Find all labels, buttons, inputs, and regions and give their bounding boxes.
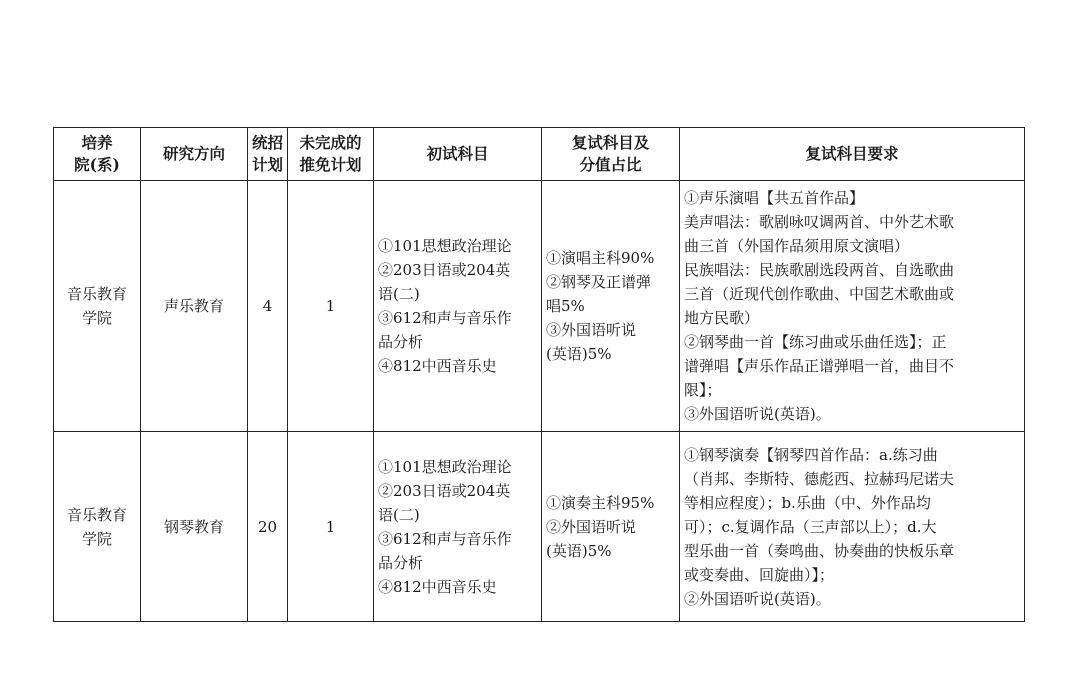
header-retest-requirements: 复试科目要求 xyxy=(680,128,1025,181)
table-header-row xyxy=(54,128,1025,181)
cell-department: 音乐教育 学院 xyxy=(54,181,141,432)
header-department: 培养 院(系) xyxy=(54,128,141,181)
header-retest-subjects: 复试科目及 分值占比 xyxy=(542,128,680,181)
cell-quota: 20 xyxy=(248,432,288,622)
cell-retest-subjects: ①演唱主科90% ②钢琴及正谱弹 唱5% ③外国语听说 (英语)5% xyxy=(542,181,680,432)
cell-retest-subjects: ①演奏主科95% ②外国语听说 (英语)5% xyxy=(542,432,680,622)
header-initial-exam: 初试科目 xyxy=(374,128,542,181)
header-recommend-quota: 未完成的 推免计划 xyxy=(288,128,374,181)
cell-quota: 4 xyxy=(248,181,288,432)
cell-retest-requirements: ①钢琴演奏【钢琴四首作品：a.练习曲 （肖邦、李斯特、德彪西、拉赫玛尼诺夫 等相应程度）；b.乐曲（中、外作品均 可）；c.复调作品（三声部以上）；d.大 型乐曲一首（奏鸣曲、协奏曲的快板乐章 或变奏曲、回旋曲）】； ②外国语听说(英语)。 xyxy=(680,432,1025,622)
cell-department: 音乐教育 学院 xyxy=(54,432,141,622)
cell-initial-exam: ①101思想政治理论 ②203日语或204英 语(二) ③612和声与音乐作 品分析 ④812中西音乐史 xyxy=(374,432,542,622)
cell-initial-exam: ①101思想政治理论 ②203日语或204英 语(二) ③612和声与音乐作 品分析 ④812中西音乐史 xyxy=(374,181,542,432)
admission-table xyxy=(53,127,1025,622)
header-direction: 研究方向 xyxy=(141,128,248,181)
table-row xyxy=(54,432,1025,622)
cell-direction: 声乐教育 xyxy=(141,181,248,432)
cell-recommend-quota: 1 xyxy=(288,432,374,622)
table-row xyxy=(54,181,1025,432)
header-quota: 统招 计划 xyxy=(248,128,288,181)
cell-direction: 钢琴教育 xyxy=(141,432,248,622)
cell-retest-requirements: ①声乐演唱【共五首作品】 美声唱法：歌剧咏叹调两首、中外艺术歌 曲三首（外国作品须用原文演唱） 民族唱法：民族歌剧选段两首、自选歌曲 三首（近现代创作歌曲、中国艺术歌曲或 地方民歌） ②钢琴曲一首【练习曲或乐曲任选】；正 谱弹唱【声乐作品正谱弹唱一首，曲目不 限】； ③外国语听说(英语)。 xyxy=(680,181,1025,432)
cell-recommend-quota: 1 xyxy=(288,181,374,432)
